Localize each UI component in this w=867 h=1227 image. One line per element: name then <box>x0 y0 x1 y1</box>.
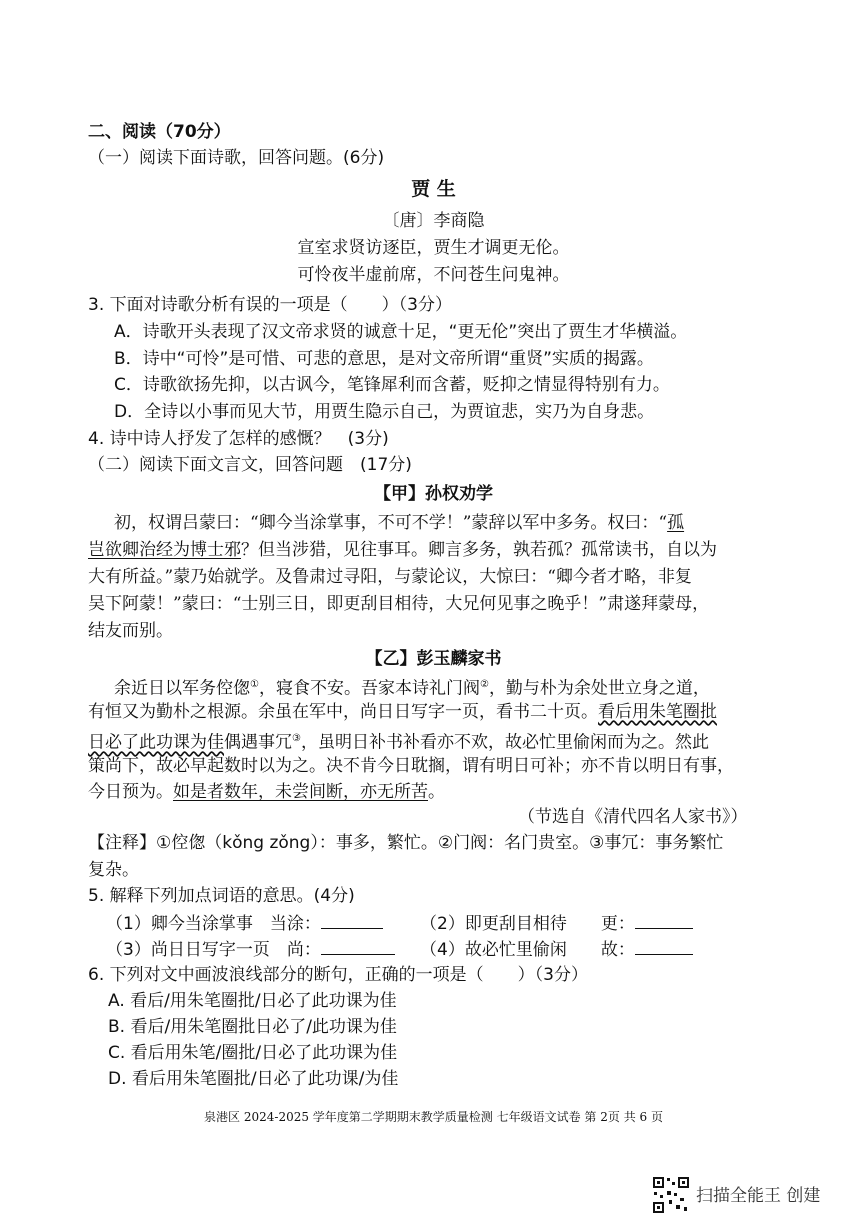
yi-passage-line: 有恒又为勤朴之根源。余虽在军中，尚日日写字一页，看书二十页。看后用朱笔圈批 <box>88 702 717 722</box>
jia-passage-line: 结友而别。 <box>88 621 173 641</box>
poem-author: 〔唐〕李商隐 <box>382 211 485 231</box>
passage-source: （节选自《清代四名人家书》） <box>518 807 748 827</box>
answer-blank[interactable] <box>635 938 693 955</box>
jia-passage-line: 初，权谓吕蒙曰：“卿今当涂掌事，不可不学！”蒙辞以军中多务。权曰：“孤 <box>114 513 685 533</box>
yi-passage-line: 日必了此功课为佳偶遇事冗③，虽明日补书补看亦不欢，故必忙里偷闲而为之。然此 <box>88 732 709 753</box>
jia-passage-line: 岂欲卿治经为博士邪？但当涉猎，见往事耳。卿言多务，孰若孤？孤常读书，自以为 <box>88 540 717 560</box>
scanner-watermark: 扫描全能王 创建 <box>696 1186 821 1206</box>
jia-passage-line: 吴下阿蒙！”蒙曰：“士别三日，即更刮目相待，大兄何见事之晚乎！”肃遂拜蒙母， <box>88 594 710 614</box>
qr-code-icon <box>652 1176 690 1214</box>
q5-item: （3）尚日日写字一页 尚： <box>106 938 395 961</box>
q5-item: （4）故必忙里偷闲 故： <box>420 938 693 961</box>
yi-title: 【乙】彭玉麟家书 <box>365 649 502 669</box>
yi-passage-line: 余近日以军务倥偬①，寝食不安。吾家本诗礼门阀②，勤与朴为余处世立身之道， <box>114 678 710 699</box>
q3-option: A．诗歌开头表现了汉文帝求贤的诚意十足，“更无伦”突出了贾生才华横溢。 <box>114 322 688 342</box>
poem-line: 可怜夜半虚前席，不问苍生问鬼神。 <box>297 265 570 285</box>
q5-item: （1）卿今当涂掌事 当涂： <box>106 912 383 935</box>
section-heading: 二、阅读（70分） <box>88 122 231 142</box>
poem-title: 贾 生 <box>411 178 456 200</box>
yi-passage-line: 策尚下，故必早起数时以为之。决不肯今日耽搁，谓有明日可补；亦不肯以明日有事， <box>88 756 734 776</box>
poem-line: 宣室求贤访逐臣，贾生才调更无伦。 <box>297 238 570 258</box>
part1-heading: （一）阅读下面诗歌，回答问题。(6分) <box>88 148 385 168</box>
q3-option: C．诗歌欲扬先抑，以古讽今，笔锋犀利而含蓄，贬抑之情显得特别有力。 <box>114 375 670 395</box>
page-footer: 泉港区 2024-2025 学年度第二学期期末教学质量检测 七年级语文试卷 第 2页 共 6 页 <box>204 1110 663 1124</box>
q4-stem: 4. 诗中诗人抒发了怎样的感慨？ (3分) <box>88 429 389 449</box>
q5-stem: 5. 解释下列加点词语的意思。(4分) <box>88 886 355 906</box>
q6-option: A. 看后/用朱笔圈批/日必了此功课为佳 <box>108 991 397 1011</box>
answer-blank[interactable] <box>321 912 383 929</box>
q3-option: D．全诗以小事而见大节，用贾生隐示自己，为贾谊悲，实乃为自身悲。 <box>114 402 655 422</box>
annotation-line: 【注释】①倥偬（kǒng zǒng）：事多，繁忙。②门阀：名门贵室。③事冗：事务繁忙 <box>88 833 724 853</box>
q3-option: B．诗中“可怜”是可惜、可悲的意思，是对文帝所谓“重贤”实质的揭露。 <box>114 349 654 369</box>
q6-option: C. 看后用朱笔/圈批/日必了此功课为佳 <box>108 1043 398 1063</box>
part2-heading: （二）阅读下面文言文，回答问题 (17分) <box>88 455 412 475</box>
q5-item: （2）即更刮目相待 更： <box>420 912 693 935</box>
annotation-line: 复杂。 <box>88 860 139 880</box>
yi-passage-line: 今日预为。如是者数年，未尝间断，亦无所苦。 <box>88 782 445 802</box>
q6-option: B. 看后/用朱笔圈批日必了/此功课为佳 <box>108 1017 397 1037</box>
jia-passage-line: 大有所益。”蒙乃始就学。及鲁肃过寻阳，与蒙论议，大惊曰：“卿今者才略，非复 <box>88 567 692 587</box>
q6-stem: 6. 下列对文中画波浪线部分的断句，正确的一项是（ ）（3分） <box>88 965 588 985</box>
answer-blank[interactable] <box>321 938 395 955</box>
q6-option: D. 看后用朱笔圈批/日必了此功课/为佳 <box>108 1069 399 1089</box>
answer-blank[interactable] <box>635 912 693 929</box>
jia-title: 【甲】孙权劝学 <box>374 484 493 504</box>
q3-stem: 3. 下面对诗歌分析有误的一项是（ ）（3分） <box>88 295 452 315</box>
